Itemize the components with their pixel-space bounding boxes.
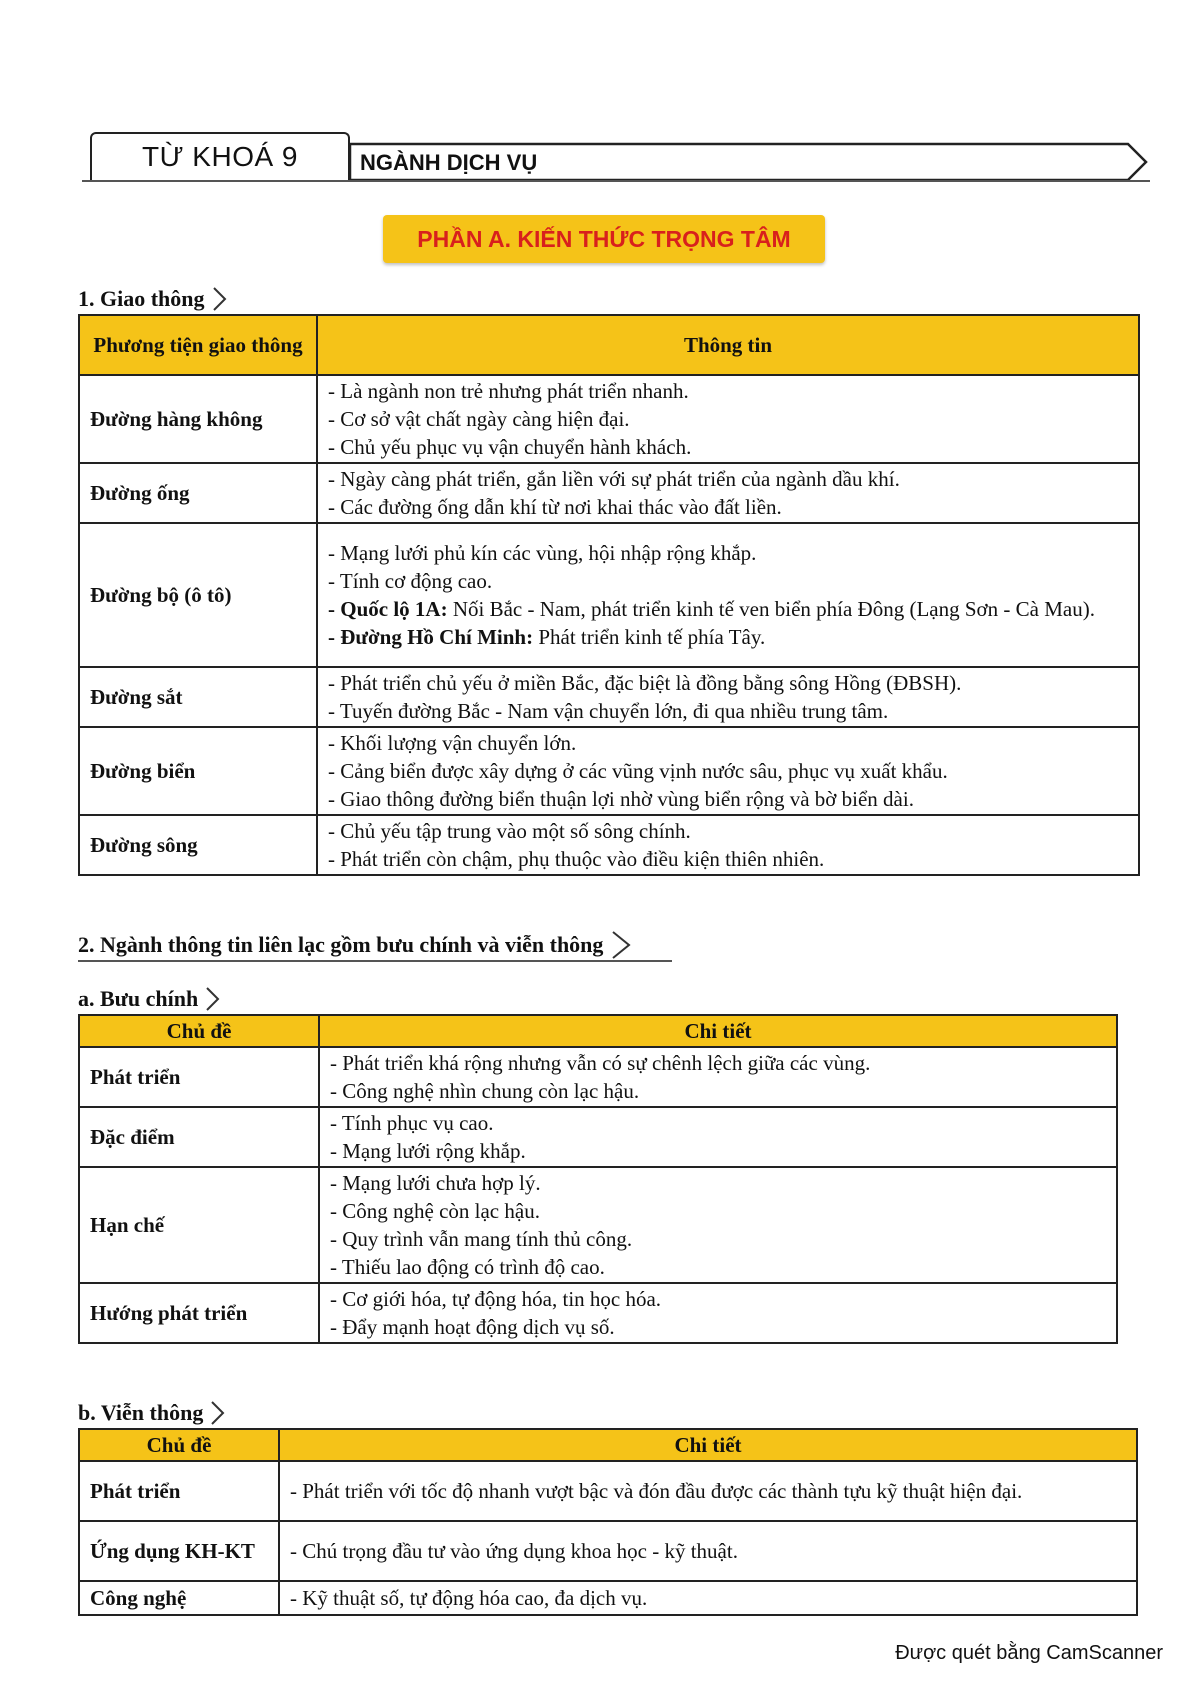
table-row xyxy=(79,727,1139,815)
telecom-detail xyxy=(279,1521,1137,1581)
section-2-title-text: 2. Ngành thông tin liên lạc gồm bưu chính và viễn thông xyxy=(78,932,604,957)
page-header xyxy=(82,132,1150,184)
transport-name: Đường sông xyxy=(79,815,317,875)
postal-table xyxy=(78,1014,1118,1344)
info-line: - Phát triển chủ yếu ở miền Bắc, đặc biệt là đồng bằng sông Hồng (ĐBSH). xyxy=(328,671,962,695)
telecom-topic: Ứng dụng KH-KT xyxy=(79,1521,279,1581)
postal-col-header-topic: Chủ đề xyxy=(79,1015,319,1047)
telecom-topic: Công nghệ xyxy=(79,1581,279,1615)
transport-col-header-info: Thông tin xyxy=(317,315,1139,375)
section-1-title-text: 1. Giao thông xyxy=(78,286,205,311)
detail-line: - Chú trọng đầu tư vào ứng dụng khoa học - kỹ thuật. xyxy=(290,1539,738,1563)
topic-title: NGÀNH DỊCH VỤ xyxy=(360,150,538,175)
detail-line: - Tính phục vụ cao. xyxy=(330,1111,494,1135)
table-row xyxy=(79,1167,1117,1283)
postal-col-header-detail: Chi tiết xyxy=(319,1015,1117,1047)
chevron-right-icon xyxy=(204,986,220,1012)
info-line-hcm xyxy=(328,623,1128,651)
section-1-title xyxy=(78,286,227,312)
table-row xyxy=(79,667,1139,727)
chevron-right-icon xyxy=(209,1400,225,1426)
info-line: - Các đường ống dẫn khí từ nơi khai thác vào đất liền. xyxy=(328,495,782,519)
info-line: - Cơ sở vật chất ngày càng hiện đại. xyxy=(328,407,630,431)
postal-detail xyxy=(319,1283,1117,1343)
telecom-detail xyxy=(279,1581,1137,1615)
table-row xyxy=(79,815,1139,875)
section-2-underline xyxy=(78,960,672,962)
transport-info xyxy=(317,815,1139,875)
info-line-ql1a xyxy=(328,595,1128,623)
postal-detail xyxy=(319,1047,1117,1107)
table-row xyxy=(79,523,1139,667)
info-line: - Ngày càng phát triển, gắn liền với sự phát triển của ngành dầu khí. xyxy=(328,467,900,491)
transport-name: Đường bộ (ô tô) xyxy=(79,523,317,667)
info-line: - Là ngành non trẻ nhưng phát triển nhanh. xyxy=(328,379,689,403)
header-divider xyxy=(82,180,1150,182)
section-2-title xyxy=(78,930,633,960)
detail-line: - Kỹ thuật số, tự động hóa cao, đa dịch vụ. xyxy=(290,1586,648,1610)
keyword-label: TỪ KHOÁ 9 xyxy=(90,132,350,180)
telecom-col-header-detail: Chi tiết xyxy=(279,1429,1137,1461)
info-line: - Chủ yếu tập trung vào một số sông chính. xyxy=(328,819,691,843)
transport-col-header-vehicle: Phương tiện giao thông xyxy=(79,315,317,375)
hcm-label: - Đường Hồ Chí Minh: xyxy=(328,625,534,649)
transport-name: Đường ống xyxy=(79,463,317,523)
info-line: - Phát triển còn chậm, phụ thuộc vào điều kiện thiên nhiên. xyxy=(328,847,825,871)
transport-info xyxy=(317,727,1139,815)
transport-info xyxy=(317,463,1139,523)
info-line: - Cảng biển được xây dựng ở các vũng vịnh nước sâu, phục vụ xuất khẩu. xyxy=(328,759,948,783)
table-row xyxy=(79,1521,1137,1581)
info-line: - Tính cơ động cao. xyxy=(328,569,493,593)
detail-line: - Phát triển khá rộng nhưng vẫn có sự chênh lệch giữa các vùng. xyxy=(330,1051,871,1075)
transport-info xyxy=(317,667,1139,727)
postal-topic: Phát triển xyxy=(79,1047,319,1107)
detail-line: - Mạng lưới rộng khắp. xyxy=(330,1139,526,1163)
section-2b-title xyxy=(78,1400,225,1426)
telecom-table xyxy=(78,1428,1138,1616)
scanner-watermark: Được quét bằng CamScanner xyxy=(895,1642,1163,1664)
info-line: - Chủ yếu phục vụ vận chuyển hành khách. xyxy=(328,435,692,459)
table-row xyxy=(79,375,1139,463)
table-row xyxy=(79,1107,1117,1167)
transport-table xyxy=(78,314,1140,876)
info-line: - Tuyến đường Bắc - Nam vận chuyển lớn, đi qua nhiều trung tâm. xyxy=(328,699,889,723)
transport-name: Đường biển xyxy=(79,727,317,815)
detail-line: - Cơ giới hóa, tự động hóa, tin học hóa. xyxy=(330,1287,662,1311)
transport-info xyxy=(317,523,1139,667)
postal-topic: Hướng phát triển xyxy=(79,1283,319,1343)
ql1a-label: - Quốc lộ 1A: xyxy=(328,597,448,621)
table-row xyxy=(79,1581,1137,1615)
detail-line: - Thiếu lao động có trình độ cao. xyxy=(330,1255,605,1279)
transport-info xyxy=(317,375,1139,463)
postal-detail xyxy=(319,1107,1117,1167)
table-row xyxy=(79,1461,1137,1521)
transport-name: Đường hàng không xyxy=(79,375,317,463)
telecom-col-header-topic: Chủ đề xyxy=(79,1429,279,1461)
ql1a-text: Nối Bắc - Nam, phát triển kinh tế ven biển phía Đông (Lạng Sơn - Cà Mau). xyxy=(447,597,1095,621)
postal-topic: Đặc điểm xyxy=(79,1107,319,1167)
detail-line: - Công nghệ còn lạc hậu. xyxy=(330,1199,540,1223)
table-row xyxy=(79,1047,1117,1107)
detail-line: - Đẩy mạnh hoạt động dịch vụ số. xyxy=(330,1315,615,1339)
info-line: - Giao thông đường biển thuận lợi nhờ vùng biển rộng và bờ biển dài. xyxy=(328,787,914,811)
info-line: - Mạng lưới phủ kín các vùng, hội nhập rộng khắp. xyxy=(328,541,757,565)
postal-detail xyxy=(319,1167,1117,1283)
chevron-right-icon xyxy=(211,286,227,312)
section-2b-title-text: b. Viễn thông xyxy=(78,1400,204,1425)
detail-line: - Công nghệ nhìn chung còn lạc hậu. xyxy=(330,1079,640,1103)
postal-topic: Hạn chế xyxy=(79,1167,319,1283)
section-2a-title xyxy=(78,986,220,1012)
detail-line: - Phát triển với tốc độ nhanh vượt bậc và đón đầu được các thành tựu kỹ thuật hiện đại. xyxy=(290,1479,1023,1503)
table-row xyxy=(79,463,1139,523)
telecom-topic: Phát triển xyxy=(79,1461,279,1521)
detail-line: - Mạng lưới chưa hợp lý. xyxy=(330,1171,541,1195)
detail-line: - Quy trình vẫn mang tính thủ công. xyxy=(330,1227,633,1251)
info-line: - Khối lượng vận chuyển lớn. xyxy=(328,731,577,755)
hcm-text: Phát triển kinh tế phía Tây. xyxy=(533,625,766,649)
part-banner: PHẦN A. KIẾN THỨC TRỌNG TÂM xyxy=(383,215,825,263)
table-row xyxy=(79,1283,1117,1343)
chevron-right-icon xyxy=(609,930,633,960)
transport-name: Đường sắt xyxy=(79,667,317,727)
section-2a-title-text: a. Bưu chính xyxy=(78,986,199,1011)
telecom-detail xyxy=(279,1461,1137,1521)
